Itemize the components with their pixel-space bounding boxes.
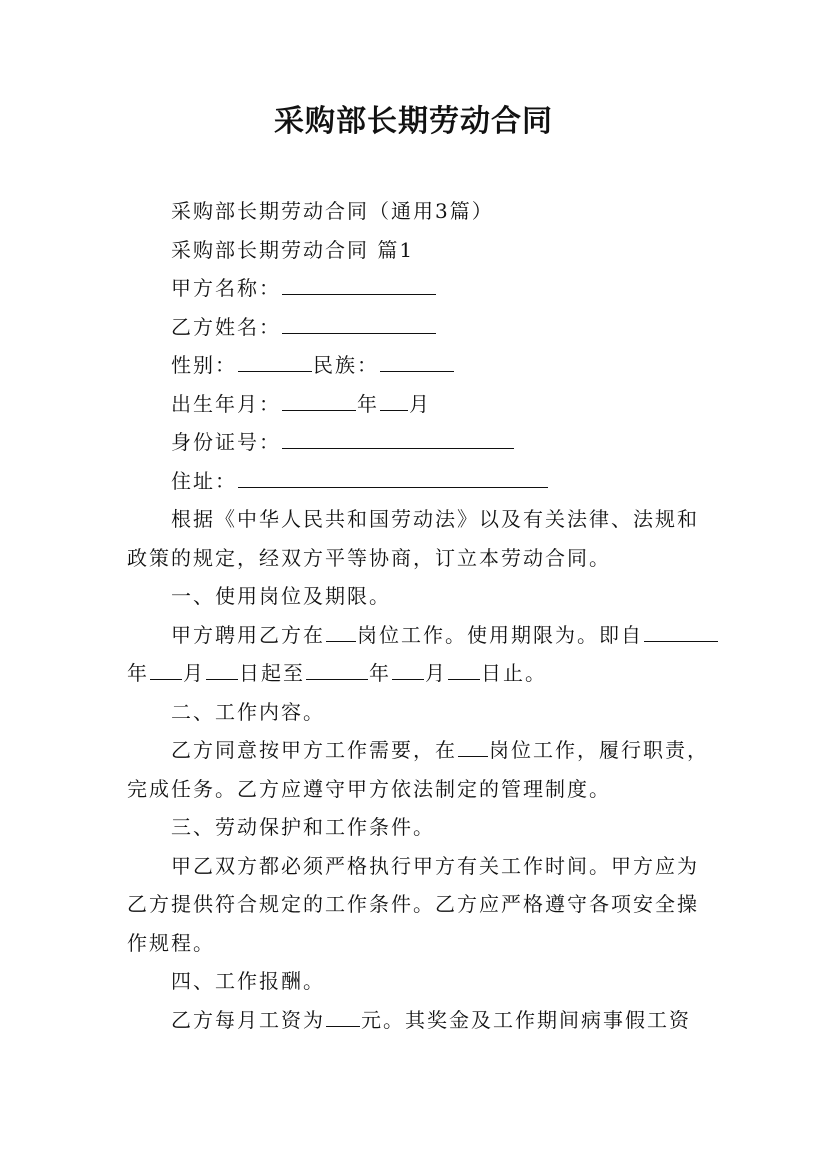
sec2-text-a: 乙方同意按甲方工作需要，在 (171, 738, 457, 762)
year-label: 年 (127, 661, 149, 685)
start-day-blank (206, 661, 238, 680)
party-a-line (127, 269, 707, 308)
month-label: 月 (183, 661, 205, 685)
salary-blank (326, 1008, 360, 1027)
sec1-text-b: 岗位工作。使用期限为。即自 (357, 622, 643, 647)
ethnicity-label: 民族： (313, 353, 379, 377)
year2-label: 年 (369, 661, 391, 685)
birth-year-blank (282, 392, 356, 411)
sec2-position-blank (458, 738, 488, 757)
para1-line2: 政策的规定，经双方平等协商，订立本劳动合同。 (127, 545, 611, 570)
sec2-text-b: 岗位工作，履行职责， (489, 738, 709, 762)
section-1-heading: 一、使用岗位及期限。 (171, 584, 391, 608)
start-year-blank (644, 623, 718, 642)
sec3-line2: 乙方提供符合规定的工作条件。乙方应严格遵守各项安全操 (127, 892, 699, 916)
party-b-blank (282, 315, 436, 334)
end-day-blank (448, 661, 480, 680)
birth-label: 出生年月： (171, 391, 281, 416)
id-line (127, 423, 707, 462)
position-blank (326, 623, 356, 642)
birth-line (127, 385, 707, 424)
id-label: 身份证号： (171, 430, 281, 454)
gender-label: 性别： (171, 353, 237, 377)
sec4-text-b: 元。其奖金及工作期间病事假工资 (361, 1007, 691, 1032)
section-4-heading: 四、工作报酬。 (171, 969, 325, 993)
document-title: 采购部长期劳动合同 (274, 104, 553, 139)
sec2-line2: 完成任务。乙方应遵守甲方依法制定的管理制度。 (127, 776, 611, 801)
address-blank (238, 469, 548, 488)
party-a-label: 甲方名称： (171, 276, 281, 300)
sec3-line1: 甲乙双方都必须严格执行甲方有关工作时间。甲方应为 (171, 853, 699, 878)
end-month-blank (392, 661, 424, 680)
sec2-line1 (127, 731, 707, 770)
birth-month-blank (380, 392, 408, 411)
day-to-label: 日起至 (239, 661, 305, 685)
gender-ethnicity-line (127, 346, 707, 385)
section-heading-1: 采购部长期劳动合同 篇1 (171, 237, 415, 262)
party-b-label: 乙方姓名： (171, 314, 281, 339)
address-label: 住址： (171, 468, 237, 493)
party-a-blank (282, 276, 436, 295)
month2-label: 月 (425, 661, 447, 685)
party-b-line (127, 308, 707, 347)
birth-year-label: 年 (357, 391, 379, 416)
sec1-line2 (127, 654, 707, 693)
subtitle-line: 采购部长期劳动合同（通用3篇） (171, 199, 494, 223)
sec1-text-a: 甲方聘用乙方在 (171, 622, 325, 647)
section-2-heading: 二、工作内容。 (171, 699, 325, 724)
birth-month-label: 月 (409, 391, 431, 416)
para1-line1: 根据《中华人民共和国劳动法》以及有关法律、法规和 (171, 507, 699, 531)
id-blank (282, 430, 514, 449)
ethnicity-blank (380, 353, 454, 372)
sec1-line1 (127, 616, 707, 655)
gender-blank (238, 353, 312, 372)
end-label: 日止。 (481, 661, 547, 685)
start-month-blank (150, 661, 182, 680)
section-3-heading: 三、劳动保护和工作条件。 (171, 815, 435, 839)
sec4-text-a: 乙方每月工资为 (171, 1007, 325, 1032)
sec4-line1 (127, 1001, 707, 1040)
address-line (127, 462, 707, 501)
document-body (127, 192, 707, 1039)
sec3-line3: 作规程。 (127, 930, 215, 955)
end-year-blank (306, 661, 368, 680)
